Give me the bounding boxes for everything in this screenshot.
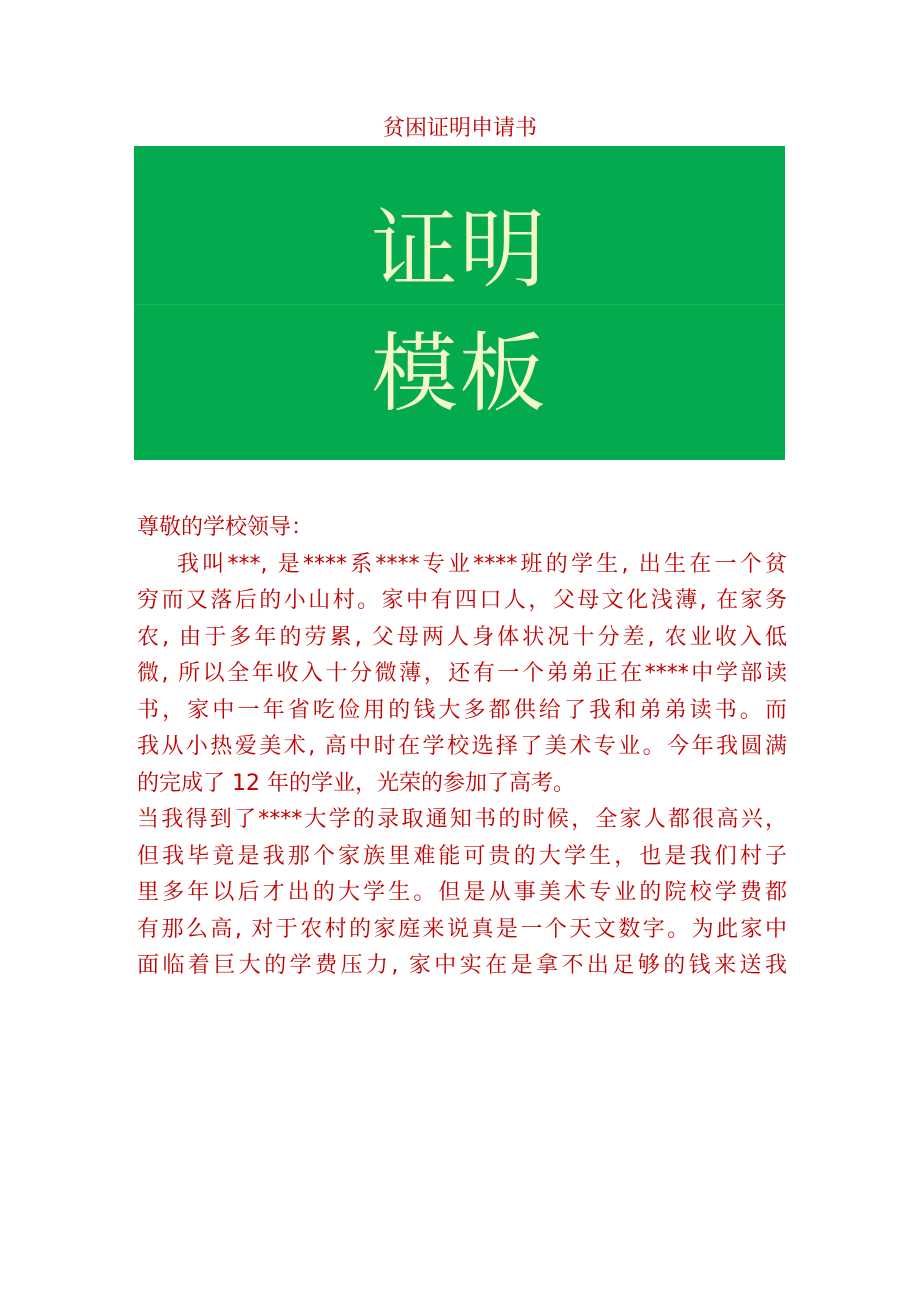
paragraph-2-line: 但我毕竟是我那个家族里难能可贵的大学生，也是我们村子 [137, 843, 787, 869]
paragraph-1-line: 书，家中一年省吃俭用的钱大多都供给了我和弟弟读书。而 [137, 697, 787, 723]
title-banner [134, 146, 785, 460]
paragraph-2-line: 有那么高, 对于农村的家庭来说真是一个天文数字。为此家中 [137, 916, 787, 942]
paragraph-1-line: 的完成了 12 年的学业，光荣的参加了高考。 [137, 770, 575, 796]
paragraph-2-line: 当我得到了****大学的录取通知书的时候，全家人都很高兴， [137, 807, 787, 832]
paragraph-2-line: 面临着巨大的学费压力, 家中实在是拿不出足够的钱来送我 [137, 953, 787, 978]
paragraph-1-line: 穷而又落后的小山村。家中有四口人，父母文化浅薄, 在家务 [137, 588, 787, 613]
paragraph-1-line: 我从小热爱美术, 高中时在学校选择了美术专业。今年我圆满 [137, 734, 787, 759]
salutation: 尊敬的学校领导： [137, 515, 314, 540]
banner-line-1: 证明 [371, 200, 548, 300]
paragraph-2-line: 里多年以后才出的大学生。但是从事美术专业的院校学费都 [137, 880, 787, 905]
paragraph-1 [137, 547, 787, 803]
paragraph-1-line: 我叫***, 是****系****专业****班的学生, 出生在一个贫 [177, 551, 787, 577]
banner-divider [134, 304, 785, 305]
letter-body [137, 510, 787, 985]
banner-line-2: 模板 [371, 324, 548, 424]
paragraph-1-line: 微, 所以全年收入十分微薄，还有一个弟弟正在****中学部读 [137, 661, 787, 686]
document-title: 贫困证明申请书 [382, 116, 537, 141]
paragraph-2 [137, 802, 787, 985]
paragraph-1-line: 农, 由于多年的劳累, 父母两人身体状况十分差, 农业收入低 [137, 624, 787, 650]
